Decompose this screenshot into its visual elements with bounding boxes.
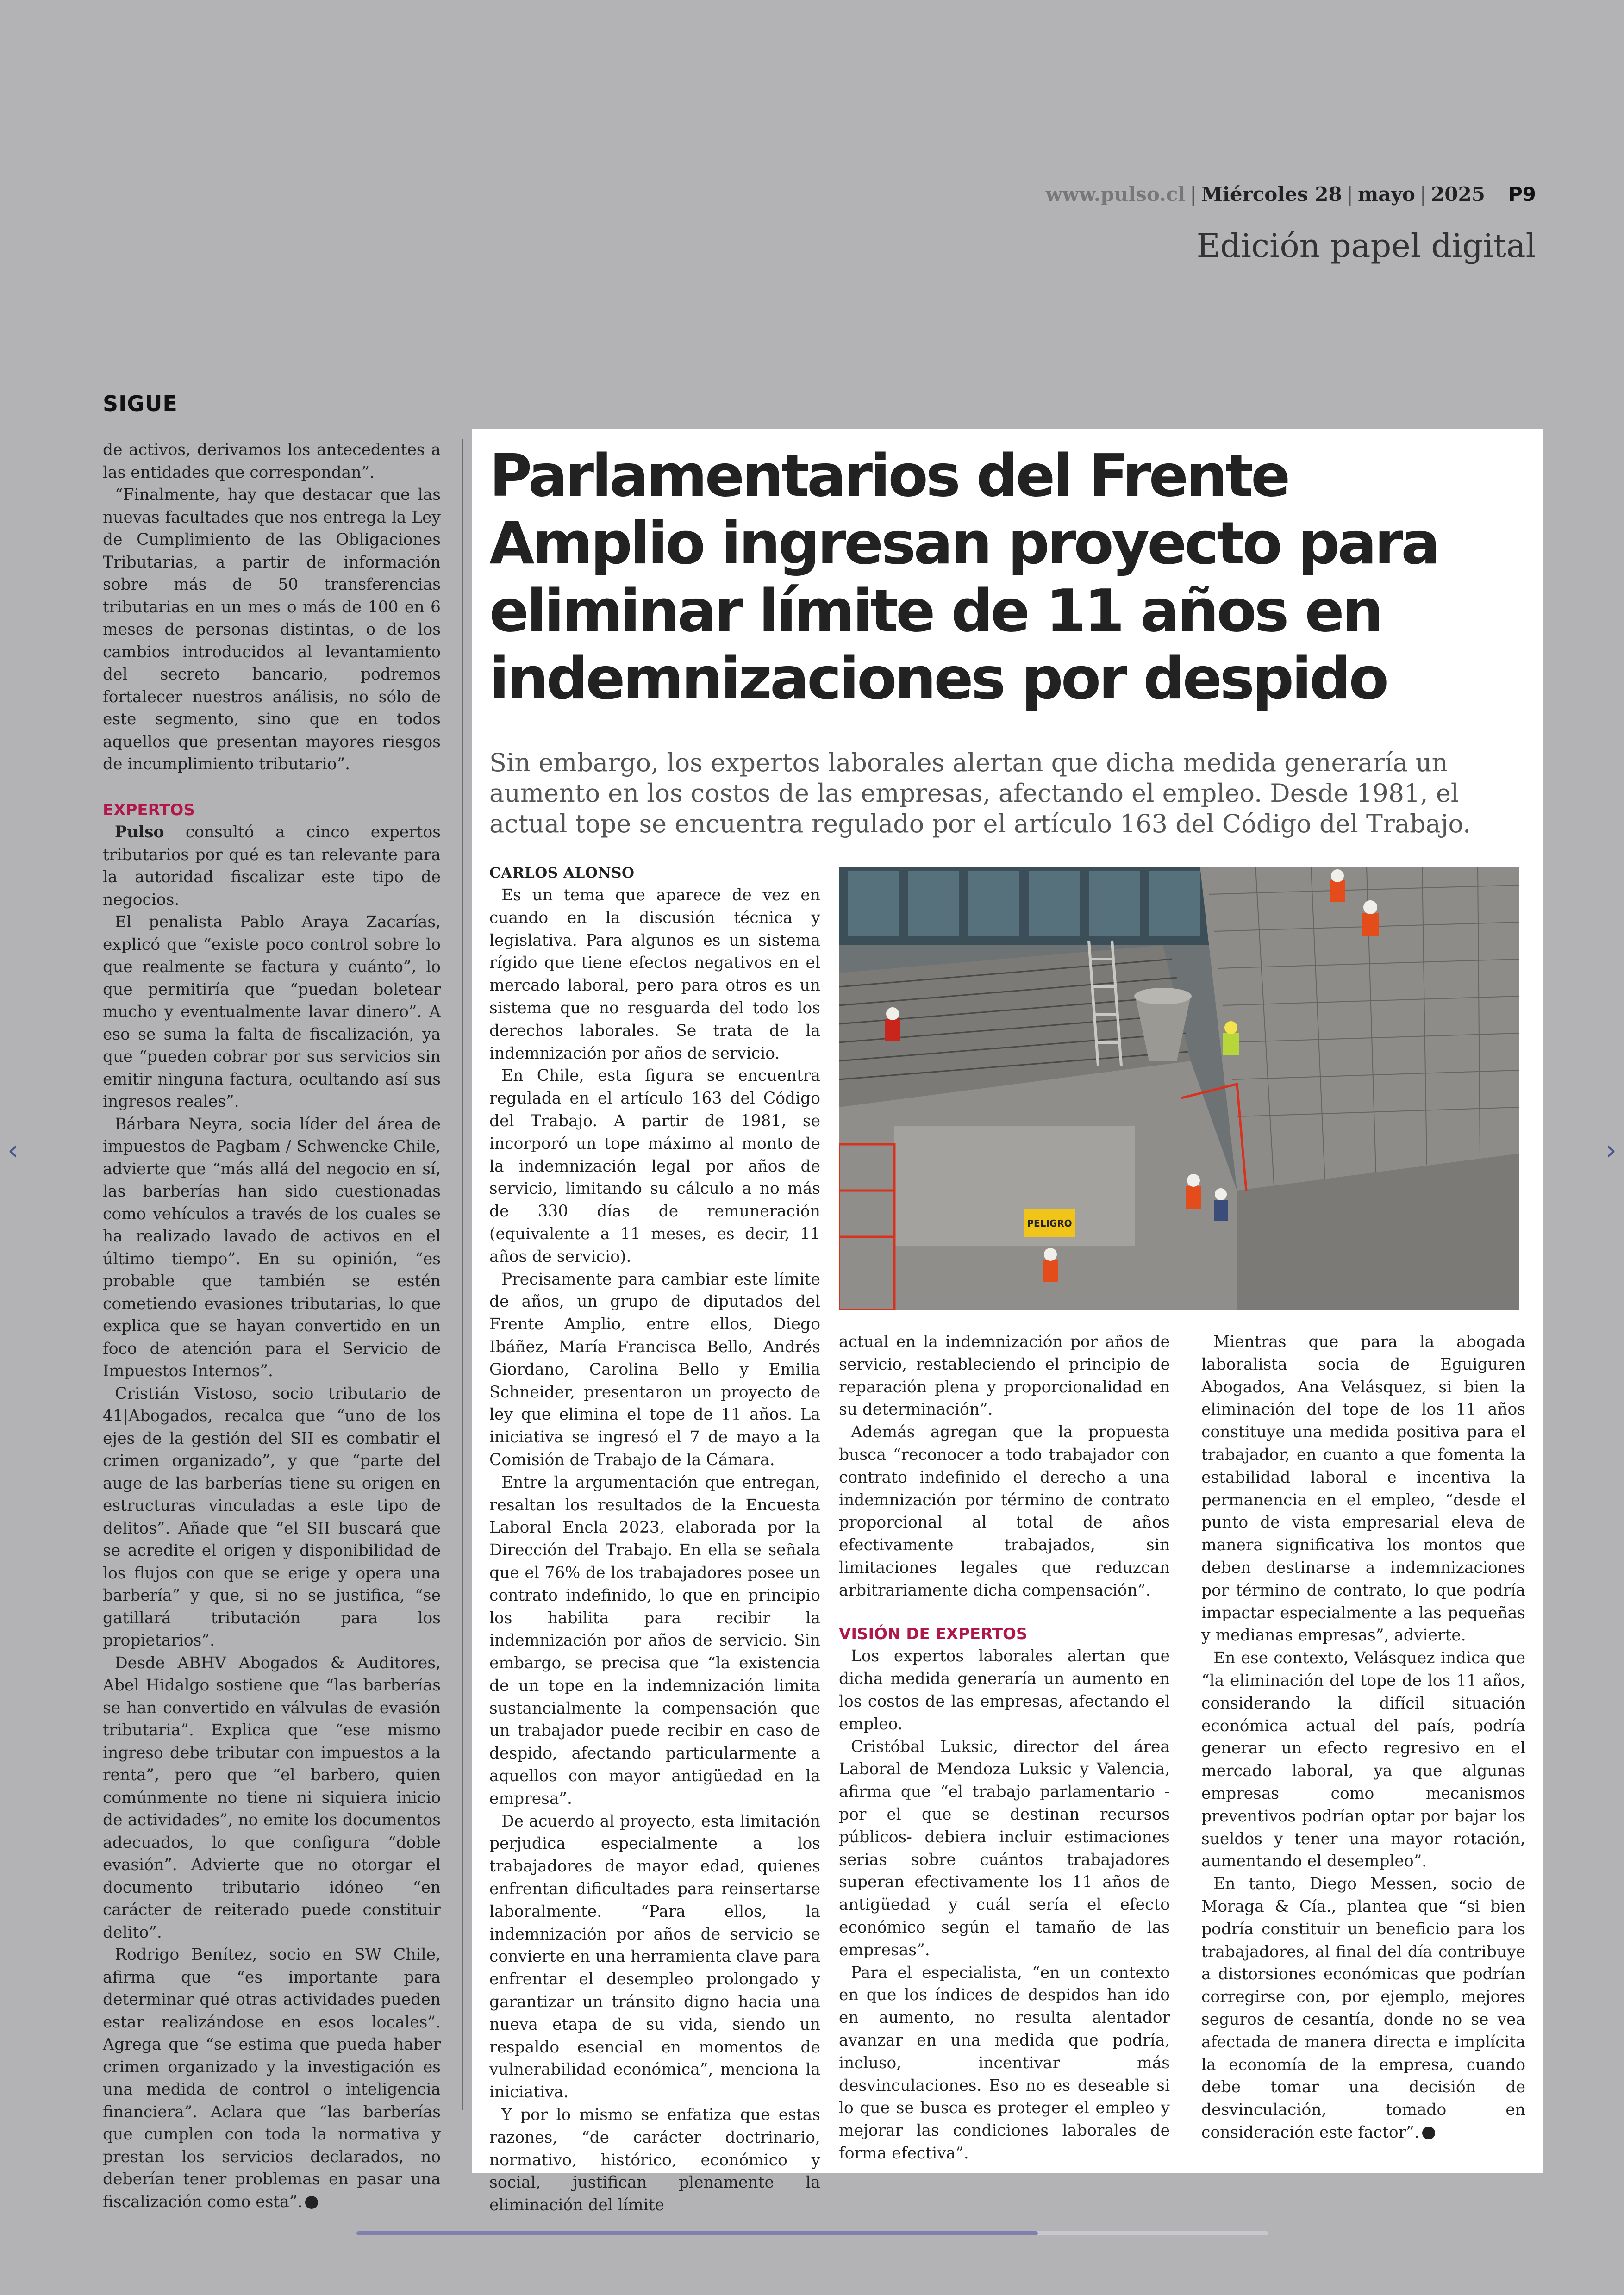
end-mark-icon <box>1422 2127 1435 2139</box>
article-paragraph: Es un tema que aparece de vez en cuando en la discusión técnica y legislativa. Para algunos es un sistema rígido que tiene efectos negativos en el mercado laboral, pero para otros es un sistema que no resguarda del todo los derechos laborales. Se trata de la indemnización por años de servicio. <box>489 886 820 1063</box>
article-paragraph: Mientras que para la abogada laboralista socia de Eguiguren Abogados, Ana Velásquez, si bien la eliminación del tope de los 11 años constituye una medida positiva para el trabajador, en cuanto a que fomenta la estabilidad laboral e incentiva la permanencia en el empleo, “desde el punto de vista empresarial eleva de manera significativa los montos que deben destinarse a indemnizaciones por término de contrato, lo que podría impactar especialmente a las pequeñas y medianas empresas”, advierte. <box>1201 1333 1525 1645</box>
end-mark-icon <box>305 2196 318 2209</box>
construction-site-image <box>839 867 1519 1310</box>
article-paragraph: En Chile, esta figura se encuentra regulada en el artículo 163 del Código del Trabajo. A partir de 1981, se incorporó un tope máximo al monto de la indemnización legal por años de servicio, limitando su cálculo a no más de 330 días de remuneración (equivalente a 11 meses, es decir, 11 años de servicio). <box>489 1066 820 1266</box>
warning-sign-text: PELIGRO <box>1027 1218 1072 1229</box>
sidebar-paragraph: Cristián Vistoso, socio tributario de 41|Abogados, recalca que “uno de los ejes de la gestión del SII es combatir el crimen organizado”, y que “parte del auge de las barberías tiene su origen en estructuras vinculadas a este tipo de delitos”. Añade que “el SII buscará que se acredite el origen y disponibilidad de los flujos con que se erige y opera una barbería” y que, si no se justifica, “se gatillará tributación para los propietarios”. <box>103 1384 441 1650</box>
edition-label: Edición papel digital <box>1196 227 1536 265</box>
chevron-left-icon[interactable]: ‹ <box>7 1134 19 1166</box>
article-paragraph: Los expertos laborales alertan que dicha medida generaría un aumento en los costos de las empresas, afectando el empleo. <box>839 1647 1170 1734</box>
issue-month: mayo <box>1357 183 1415 206</box>
sidebar-paragraph: “Finalmente, hay que destacar que las nuevas facultades que nos entrega la Ley de Cumplimiento de las Obligaciones Tributarias, a partir de información sobre más de 50 transferencias tributarias en un mes o más de 100 en 6 meses de personas distintas, o de los cambios introducidos al levantamiento del secreto bancario, podremos fortalecer nuestros análisis, no sólo de este segmento, sino que en todos aquellos que presentan mayores riesgos de incumplimiento tributario”. <box>103 486 441 773</box>
article-photo <box>839 867 1519 1310</box>
issue-day: Miércoles 28 <box>1201 183 1342 206</box>
sidebar-lead-paragraph <box>103 821 441 911</box>
page-number: P9 <box>1508 183 1536 206</box>
column-divider <box>462 439 463 2110</box>
article-paragraph-last: En tanto, Diego Messen, socio de Moraga & Cía., plantea que “si bien podría constituir un beneficio para los trabajadores, al final del día contribuye a distorsiones económicas que podrían corregirse con, por ejemplo, mejores seguros de cesantía, donde no se vea afectada de manera directa e implícita la economía de la empresa, cuando debe tomar una decisión de desvinculación, tomado en consideración este factor”. <box>1201 1875 1525 2142</box>
article-paragraph: Para el especialista, “en un contexto en que los índices de despidos han ido en aumento, no resulta alentador avanzar en una medida que podría, incluso, incentivar más desvinculaciones. Eso no es deseable si lo que se busca es proteger el empleo y mejorar las condiciones laborales de forma efectiva”. <box>839 1963 1170 2163</box>
sidebar-paragraph: Desde ABHV Abogados & Auditores, Abel Hidalgo sostiene que “las barberías se han convertido en válvulas de evasión tributaria”. Explica que “ese mismo ingreso debe tributar con impuestos a la renta”, pero que “el barbero, quien comúnmente no tiene ni siquiera inicio de actividades”, no emite los documentos adecuados, lo que configura “doble evasión”. Advierte que no otorgar el documento tributario idóneo “en carácter de reiterado puede constituir delito”. <box>103 1653 441 1942</box>
sidebar-lead-bold: Pulso <box>115 823 164 842</box>
sidebar-paragraph: de activos, derivamos los antecedentes a las entidades que correspondan”. <box>103 441 441 482</box>
article-paragraph: Además agregan que la propuesta busca “reconocer a todo trabajador con contrato indefinido el derecho a una indemnización por término de contrato proporcional al total de años efectivamente trabajados, sin limitaciones legales que reduzcan arbitrariamente dicha compensación”. <box>839 1423 1170 1600</box>
chevron-right-icon[interactable]: › <box>1605 1134 1617 1166</box>
article-paragraph: Cristóbal Luksic, director del área Laboral de Mendoza Luksic y Valencia, afirma que “el trabajo parlamentario -por el que se destinan recursos públicos- debiera incluir estimaciones serias sobre cuántos trabajadores superan efectivamente los 11 años de antigüedad y cuál sería el efecto económico según el tamaño de las empresas”. <box>839 1737 1170 1959</box>
page-scroll-progress[interactable] <box>356 2231 1268 2235</box>
sidebar-lead-text: consultó a cinco expertos tributarios por qué es tan relevante para la autoridad fiscalizar este tipo de negocios. <box>103 823 441 909</box>
article-column-1 <box>489 884 820 2217</box>
article-column-3 <box>1201 1331 1525 2144</box>
sidebar-paragraph: Bárbara Neyra, socia líder del área de impuestos de Pagbam / Schwencke Chile, advierte que “más allá del negocio en sí, las barberías han sido cuestionadas como vehículos a través de los cuales se ha realizado lavado de activos en el último tiempo”. En su opinión, “es probable que también se estén cometiendo evasiones tributarias, lo que explica que se hayan convertido en un foco de atención para el Servicio de Impuestos Internos”. <box>103 1115 441 1380</box>
progress-fill <box>356 2231 1038 2235</box>
article-paragraph: actual en la indemnización por años de servicio, restableciendo el principio de reparación plena y proporcionalidad en su determinación”. <box>839 1333 1170 1419</box>
article-paragraph: Precisamente para cambiar este límite de años, un grupo de diputados del Frente Amplio, entre ellos, Diego Ibáñez, María Francisca Bello, Andrés Giordano, Carolina Bello y Emilia Schneider, presentaron un proyecto de ley que elimina el tope de 11 años. La iniciativa se ingresó el 7 de mayo a la Comisión de Trabajo de la Cámara. <box>489 1270 820 1469</box>
issue-meta: www.pulso.cl | Miércoles 28 | mayo | 2025 P9 <box>1045 183 1536 206</box>
section-label: SIGUE <box>103 391 178 416</box>
sidebar-column <box>103 439 441 2213</box>
site-url[interactable]: www.pulso.cl <box>1045 183 1186 206</box>
article-byline: CARLOS ALONSO <box>489 865 635 881</box>
article-paragraph: De acuerdo al proyecto, esta limitación perjudica especialmente a los trabajadores de mayor edad, quienes enfrentan dificultades para reinsertarse laboralmente. “Para ellos, la indemnización por años de servicio se convierte en una herramienta clave para enfrentar el desempleo prolongado y garantizar un tránsito digno hacia una nueva etapa de su vida, siendo un respaldo esencial en momentos de vulnerabilidad económica”, menciona la iniciativa. <box>489 1812 820 2102</box>
article-paragraph: Entre la argumentación que entregan, resaltan los resultados de la Encuesta Laboral Encla 2023, elaborada por la Dirección del Trabajo. En ella se señala que el 76% de los trabajadores posee un contrato indefinido, lo que en principio los habilita para recibir la indemnización por años de servicio. Sin embargo, se precisa que “la existencia de un tope en la indemnización limita sustancialmente la compensación que un trabajador puede recibir en caso de despido, afectando particularmente a aquellos con mayor antigüedad en la empresa”. <box>489 1473 820 1808</box>
article-paragraph: En ese contexto, Velásquez indica que “la eliminación del tope de los 11 años, considerando la difícil situación económica actual del país, podría generar un efecto regresivo en el mercado laboral, ya que algunas empresas como mecanismos preventivos podrían optar por bajar los sueldos y tener una mayor rotación, aumentando el desempleo”. <box>1201 1649 1525 1871</box>
sidebar-subhead: EXPERTOS <box>103 800 195 819</box>
sidebar-paragraph-last: Rodrigo Benítez, socio en SW Chile, afirma que “es importante para determinar qué otras actividades pueden estar realizándose en esos locales”. Agrega que “se estima que pueda haber crimen organizado y la investigación es una medida de control o inteligencia financiera”. Aclara que “las barberías que cumplen con toda la normativa y prestan los servicios declarados, no deberían tener problemas en pasar una fiscalización como esta”. <box>103 1946 441 2211</box>
article-subhead: VISIÓN DE EXPERTOS <box>839 1624 1028 1643</box>
sidebar-paragraph: El penalista Pablo Araya Zacarías, explicó que “existe poco control sobre lo que realmente se factura y cuánto”, lo que permitiría que “puedan boletear mucho y eventualmente lavar dinero”. A eso se suma la falta de fiscalización, ya que “pueden cobrar por sus servicios sin emitir ninguna factura, ocultando así sus ingresos reales”. <box>103 913 441 1111</box>
article-dek: Sin embargo, los expertos laborales alertan que dicha medida generaría un aumento en los costos de las empresas, afectando el empleo. Desde 1981, el actual tope se encuentra regulado por el artículo 163 del Código del Trabajo. <box>489 748 1471 838</box>
article-headline: Parlamentarios del Frente Amplio ingresan proyecto para eliminar límite de 11 años en indemnizaciones por despido <box>489 442 1438 712</box>
article-paragraph: Y por lo mismo se enfatiza que estas razones, “de carácter doctrinario, normativo, histórico, económico y social, justifican plenamente la eliminación del límite <box>489 2106 820 2215</box>
issue-year: 2025 <box>1431 183 1485 206</box>
article-column-2 <box>839 1331 1170 2165</box>
